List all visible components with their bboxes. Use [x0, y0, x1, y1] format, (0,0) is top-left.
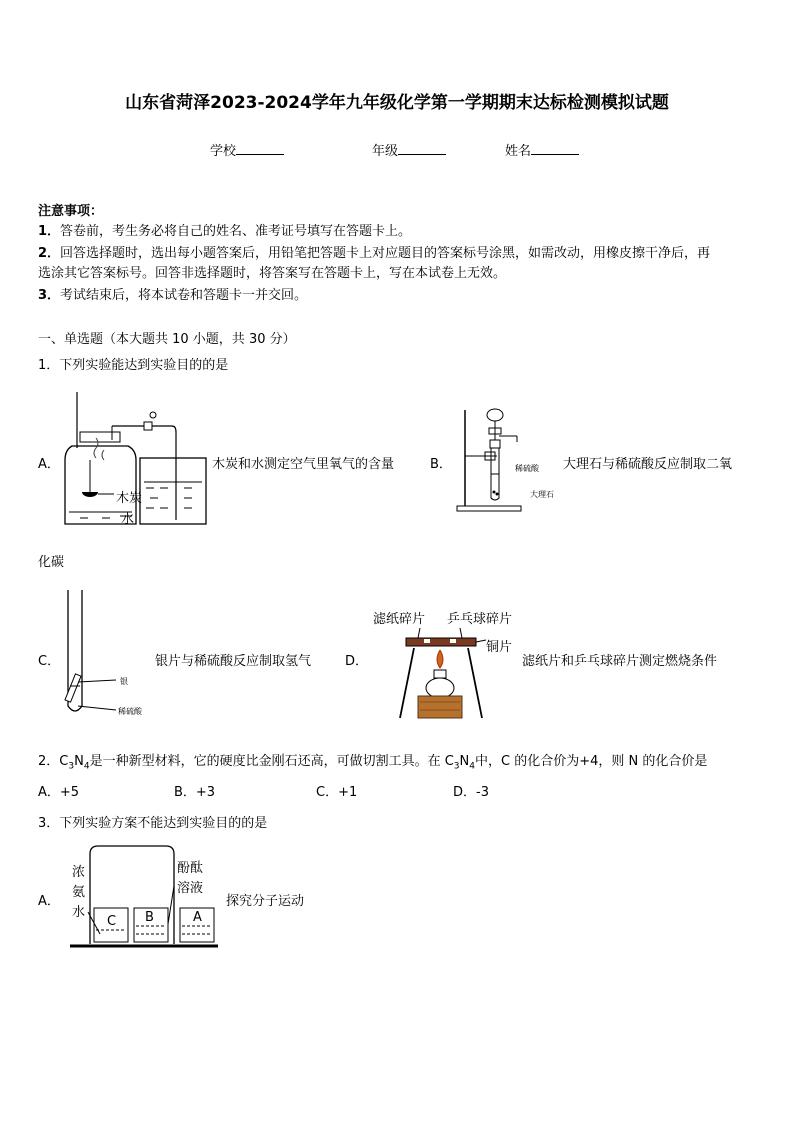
q1-d-ball-label: 乒乓球碎片 — [447, 612, 513, 627]
q3-a-phenol-1: 酚酞 — [177, 861, 204, 876]
q3-a-beaker-b: B — [145, 910, 154, 925]
q3-a-ammonia-1: 浓 — [72, 865, 86, 880]
school-field — [210, 140, 284, 159]
q1-option-b-text-cont: 化碳 — [38, 555, 65, 570]
note-item-2-cont: 选涂其它答案标号。回答非选择题时，将答案写在答题卡上，写在本试卷上无效。 — [38, 266, 507, 281]
q3-a-phenol-2: 溶液 — [177, 881, 204, 896]
q1-option-c-text: 银片与稀硫酸反应制取氢气 — [155, 654, 312, 669]
q1-a-apparatus — [60, 388, 210, 530]
q1-option-a-label: A． — [38, 457, 60, 472]
q2-option-a: A．+5 — [38, 785, 80, 800]
q2-option-d: D．-3 — [453, 785, 489, 800]
page-title: 山东省菏泽2023-2024学年九年级化学第一学期期末达标检测模拟试题 — [125, 93, 669, 113]
q1-a-water-label: 水 — [121, 512, 135, 527]
name-field — [505, 140, 579, 159]
q2-stem: 2．$C_3N_4$是一种新型材料，它的硬度比金刚石还高，可做切割工具。在 $C_3N_4$中，C 的化合价为+4，则 N 的化合价是 — [38, 754, 708, 772]
q1-stem: 1．下列实验能达到实验目的的是 — [38, 358, 229, 373]
q1-option-c-label: C． — [38, 654, 61, 669]
q3-a-ammonia-2: 氨 — [72, 885, 86, 900]
q1-b-marble-label: 大理石 — [530, 490, 554, 499]
grade-field — [372, 140, 446, 159]
grade-label: 年级 — [372, 144, 399, 159]
q1-c-acid-label: 稀硫酸 — [118, 707, 142, 716]
q1-option-b-label: B． — [430, 457, 452, 472]
grade-blank — [398, 142, 446, 155]
q3-a-ammonia-3: 水 — [72, 905, 86, 920]
q1-option-a-text: 木炭和水测定空气里氧气的含量 — [212, 457, 395, 472]
q1-d-copper-label: 铜片 — [486, 640, 513, 655]
section-heading: 一、单选题（本大题共 10 小题，共 30 分） — [38, 332, 296, 347]
q1-d-apparatus — [390, 626, 490, 720]
q3-a-beaker-a: A — [193, 910, 202, 925]
note-item-2: 2．回答选择题时，选出每小题答案后，用铅笔把答题卡上对应题目的答案标号涂黑，如需改动，用橡皮擦干净后，再 — [38, 246, 711, 261]
name-label: 姓名 — [505, 144, 532, 159]
q3-a-beaker-c: C — [107, 914, 117, 929]
note-item-1: 1．答卷前，考生务必将自己的姓名、准考证号填写在答题卡上。 — [38, 224, 412, 239]
q1-b-apparatus — [455, 402, 530, 514]
q1-c-silver-label: 银 — [120, 677, 128, 686]
q3-option-a-label: A． — [38, 894, 60, 909]
q3-a-apparatus — [68, 840, 218, 952]
q1-option-b-text: 大理石与稀硫酸反应制取二氧 — [563, 457, 733, 472]
q2-option-b: B．+3 — [174, 785, 216, 800]
school-label: 学校 — [210, 144, 237, 159]
note-item-3: 3．考试结束后，将本试卷和答题卡一并交回。 — [38, 288, 308, 303]
school-blank — [236, 142, 284, 155]
q1-d-paper-label: 滤纸碎片 — [373, 612, 426, 627]
q3-stem: 3．下列实验方案不能达到实验目的的是 — [38, 816, 268, 831]
name-blank — [531, 142, 579, 155]
q2-option-c: C．+1 — [316, 785, 358, 800]
q1-b-acid-label: 稀硫酸 — [515, 464, 539, 473]
q1-option-d-text: 滤纸片和乒乓球碎片测定燃烧条件 — [522, 654, 718, 669]
notes-heading: 注意事项： — [38, 204, 104, 219]
q3-option-a-text: 探究分子运动 — [226, 894, 305, 909]
q1-option-d-label: D． — [345, 654, 369, 669]
q1-a-charcoal-label: 木炭 — [116, 491, 143, 506]
q1-c-apparatus — [60, 588, 120, 718]
